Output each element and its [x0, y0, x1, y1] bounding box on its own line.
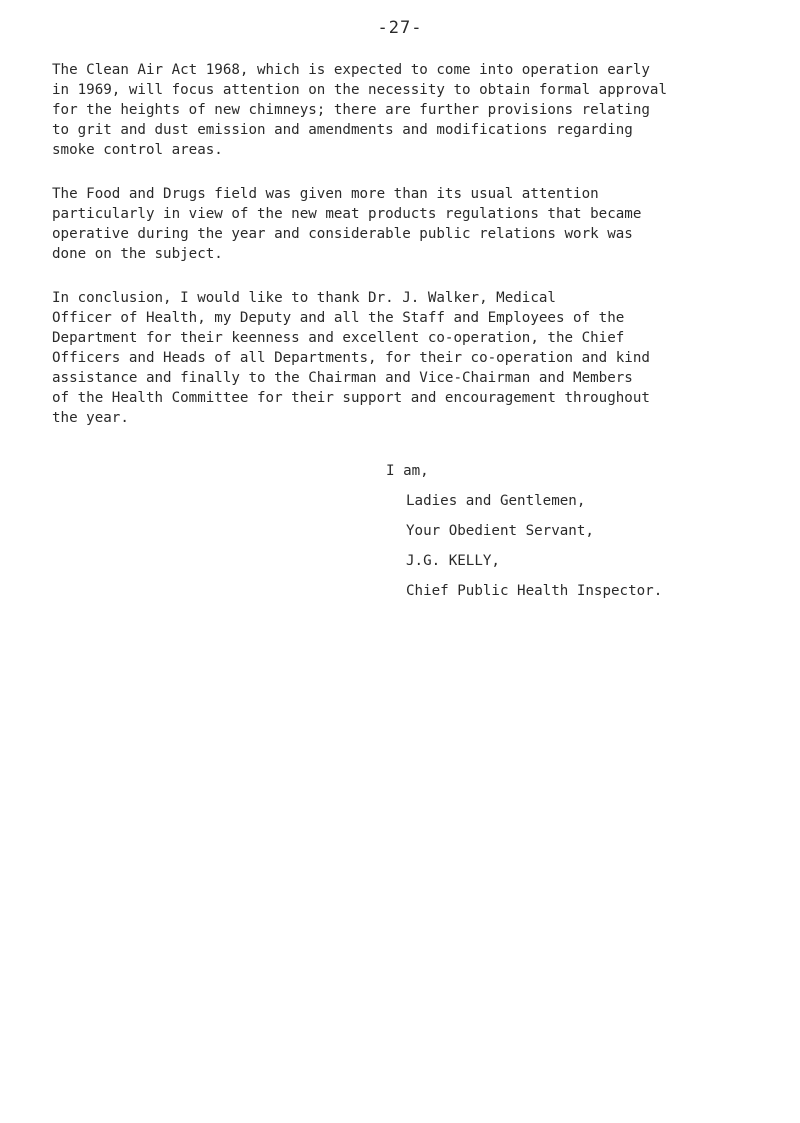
signature-name: J.G. KELLY,	[406, 553, 500, 569]
paragraph-food-and-drugs: The Food and Drugs field was given more than its usual attention particularly in view of the new meat products regulations that became operative during the year and considerable public relations work was done on the subject.	[52, 186, 642, 262]
letter-closing	[386, 456, 662, 606]
paragraph-clean-air-act: The Clean Air Act 1968, which is expected to come into operation early in 1969, will focus attention on the necessity to obtain formal approval for the heights of new chimneys; there are further provisions relating to grit and dust emission and amendments and modifications regarding smoke control areas.	[52, 62, 667, 158]
closing-line-i-am: I am,	[386, 463, 429, 479]
signature-title: Chief Public Health Inspector.	[406, 583, 663, 599]
paragraph-conclusion: In conclusion, I would like to thank Dr. J. Walker, Medical Officer of Health, my Deputy and all the Staff and Employees of the Department for their keenness and excellent co-operation, the Chief Officers and Heads of all Departments, for their co-operation and kind assistance and finally to the Chairman and Vice-Chairman and Members of the Health Committee for their support and encouragement throughout the year.	[52, 290, 650, 426]
closing-line-servant: Your Obedient Servant,	[406, 523, 594, 539]
closing-line-salutation: Ladies and Gentlemen,	[406, 493, 586, 509]
document-body	[52, 60, 767, 452]
page-number: -27-	[377, 18, 423, 38]
